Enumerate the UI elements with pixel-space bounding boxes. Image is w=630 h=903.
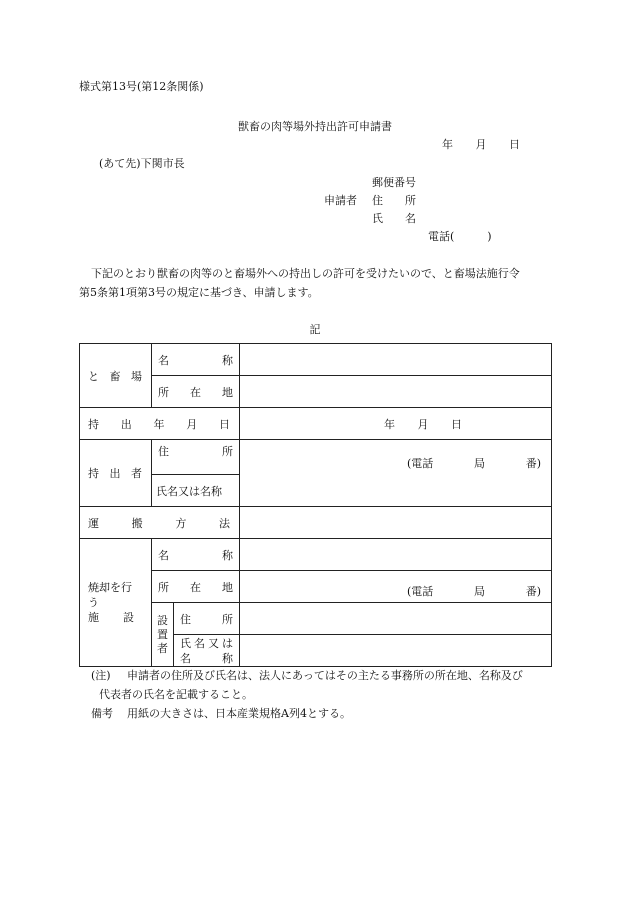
installer-label: 設 置 者 [152, 603, 174, 667]
note-line2: 代表者の氏名を記載すること。 [99, 688, 253, 701]
table-row-slaughterhouse-name [80, 344, 552, 376]
applicant-phone-label: 電話( ) [428, 230, 492, 243]
remark-label: 備考 [91, 707, 113, 720]
incineration-location-label: 所 在 地 [152, 571, 240, 603]
slaughterhouse-name-label: 名 称 [152, 344, 240, 376]
carrier-name-label: 氏名又は名称 [152, 475, 240, 507]
transport-label: 運 搬 方 法 [80, 507, 240, 539]
incineration-name-label: 名 称 [152, 539, 240, 571]
table-row-incineration-name [80, 539, 552, 571]
carrier-phone-label: (電話 局 番) [407, 457, 541, 470]
installer-name-label: 氏 名 又 は 名 称 [174, 635, 240, 667]
slaughterhouse-name-field[interactable] [240, 344, 552, 376]
form-number: 様式第13号(第12条関係) [79, 80, 204, 93]
applicant-role-label: 申請者 [324, 194, 357, 207]
note-line1: 申請者の住所及び氏名は、法人にあってはその主たる事務所の所在地、名称及び [127, 669, 523, 682]
table-row-transport [80, 507, 552, 539]
carrier-label: 持 出 者 [80, 440, 152, 507]
body-text-line2: 第5条第1項第3号の規定に基づき、申請します。 [79, 286, 319, 299]
incineration-location-field[interactable] [240, 571, 552, 603]
carrier-field[interactable] [240, 440, 552, 507]
transport-field[interactable] [240, 507, 552, 539]
installer-address-field[interactable] [240, 603, 552, 635]
date-month: 月 [475, 138, 487, 151]
incineration-phone-label: (電話 局 番) [407, 584, 541, 598]
body-text-line1: 下記のとおり獣畜の肉等のと畜場外への持出しの許可を受けたいので、と畜場法施行令 [91, 267, 520, 280]
slaughterhouse-label: と 畜 場 [80, 344, 152, 408]
applicant-name-label: 氏 名 [372, 212, 416, 225]
ki-heading: 記 [309, 323, 321, 336]
table-row-carrier-address [80, 440, 552, 475]
installer-name-field[interactable] [240, 635, 552, 667]
date-year: 年 [442, 138, 453, 151]
form-table [79, 343, 552, 667]
carrier-address-label: 住 所 [152, 440, 240, 475]
carry-date-label: 持 出 年 月 日 [80, 408, 240, 440]
addressee: (あて先)下関市長 [99, 157, 185, 170]
applicant-address-label: 住 所 [372, 194, 416, 207]
slaughterhouse-location-label: 所 在 地 [152, 376, 240, 408]
date-line [442, 138, 520, 152]
installer-address-label: 住 所 [174, 603, 240, 635]
postal-code-label: 郵便番号 [372, 176, 416, 189]
incineration-facility-label: 焼却を行う 施 設 [80, 539, 152, 667]
carry-date-field[interactable]: 年 月 日 [240, 408, 552, 440]
document-title: 獣畜の肉等場外持出許可申請書 [238, 120, 392, 133]
note-label: (注) [91, 669, 111, 682]
remark-text: 用紙の大きさは、日本産業規格A列4とする。 [127, 707, 351, 720]
table-row-carry-date [80, 408, 552, 440]
incineration-name-field[interactable] [240, 539, 552, 571]
slaughterhouse-location-field[interactable] [240, 376, 552, 408]
date-day: 日 [509, 138, 520, 151]
